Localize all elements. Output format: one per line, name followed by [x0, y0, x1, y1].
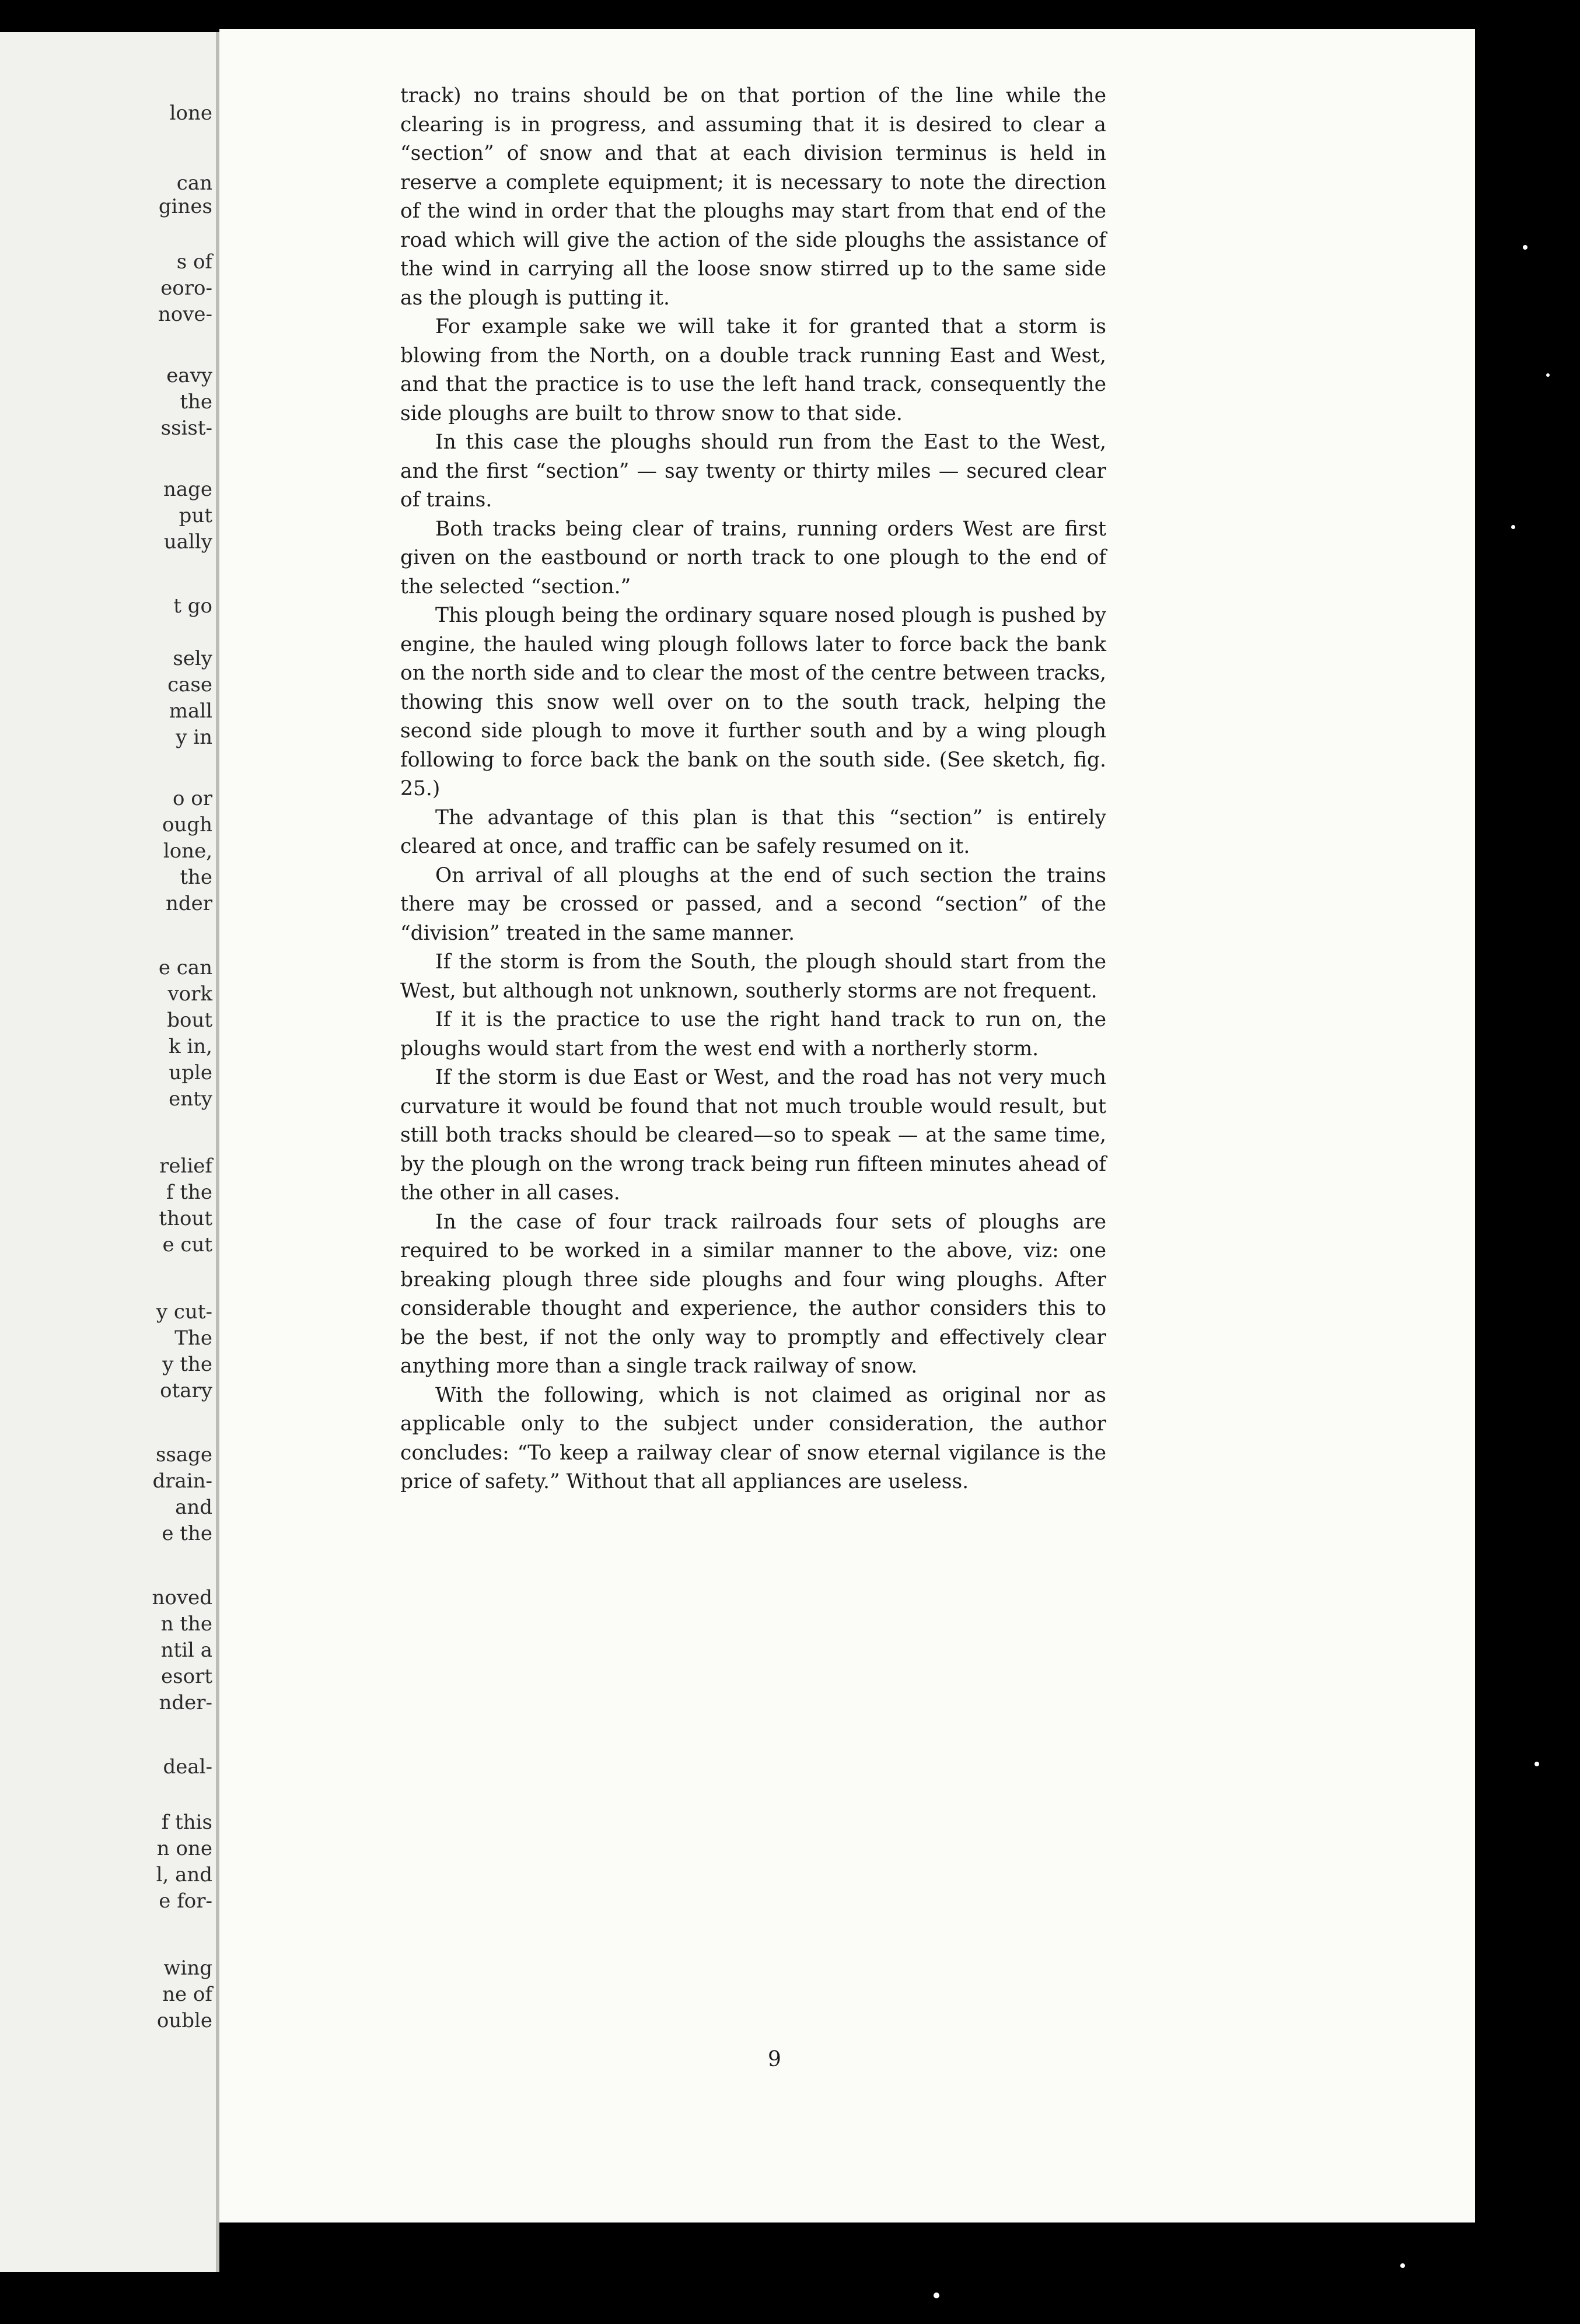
- left-page-fragment: f the: [166, 1181, 212, 1204]
- paragraph-3: In this case the ploughs should run from the East to the West, and the first “section” — say twenty or thirty miles — secured clear of trains.: [400, 430, 1106, 512]
- paragraph-7: On arrival of all ploughs at the end of such section the trains there may be crossed or passed, and a second “section” of the “division” treated in the same manner.: [400, 863, 1106, 945]
- left-page-fragment: nder: [165, 892, 212, 915]
- left-page-fragment: the: [180, 390, 212, 414]
- left-page-fragment: e can: [158, 956, 212, 979]
- body-text: [400, 82, 1106, 1497]
- left-page-fragment: n the: [160, 1612, 212, 1636]
- left-facing-page: [0, 32, 216, 2272]
- paragraph-2: For example sake we will take it for granted that a storm is blowing from the North, on a double track running East and West, and that the practice is to use the left hand track, consequently the side ploughs are built to throw snow to that side.: [400, 315, 1106, 425]
- left-page-fragment: eavy: [166, 364, 212, 387]
- paragraph-4: Both tracks being clear of trains, running orders West are first given on the eastbound or north track to one plough to the end of the selected “section.”: [400, 517, 1106, 598]
- left-page-fragment: t go: [173, 594, 212, 618]
- left-page-fragment: ntil a: [160, 1639, 212, 1662]
- left-page-fragment: sely: [173, 647, 212, 670]
- paragraph-8: If the storm is from the South, the plough should start from the West, but although not unknown, southerly storms are not frequent.: [400, 950, 1106, 1003]
- scan-speck: [1511, 525, 1515, 529]
- right-page: [219, 29, 1475, 2222]
- left-page-fragment: e cut: [162, 1233, 212, 1256]
- left-page-fragment: y the: [162, 1353, 212, 1376]
- left-page-fragment: ne of: [162, 1983, 212, 2006]
- left-page-fragment: esort: [161, 1665, 212, 1688]
- left-page-fragment: s of: [176, 250, 212, 274]
- left-page-fragment: enty: [169, 1087, 212, 1111]
- left-page-fragment: f this: [161, 1811, 212, 1834]
- scan-speck: [1534, 1762, 1539, 1766]
- left-page-fragment: o or: [173, 787, 212, 810]
- page-number: 9: [768, 2048, 781, 2071]
- left-page-fragment: l, and: [156, 1863, 212, 1887]
- left-page-fragment: eoro-: [160, 276, 212, 300]
- paragraph-11: In the case of four track railroads four sets of ploughs are required to be worked in a similar manner to the above, viz: one breaking plough three side ploughs and four wing ploughs. After considerable thought and experience, the author considers this to be the best, if not the only way to promptly and effectively clear anything more than a single track railway of snow.: [400, 1210, 1106, 1378]
- left-page-fragment: bout: [167, 1009, 212, 1032]
- left-page-fragment: can: [176, 172, 212, 195]
- paragraph-9: If it is the practice to use the right hand track to run on, the ploughs would start from the west end with a northerly storm.: [400, 1008, 1106, 1060]
- left-page-fragment: noved: [152, 1586, 212, 1609]
- left-page-fragment: ually: [163, 530, 212, 554]
- paragraph-6: The advantage of this plan is that this “section” is entirely cleared at once, and traffic can be safely resumed on it.: [400, 806, 1106, 858]
- left-page-fragment: n one: [156, 1837, 212, 1860]
- left-page-fragment: nove-: [158, 303, 212, 326]
- left-page-fragment: mall: [169, 699, 212, 723]
- left-page-fragment: y in: [176, 726, 212, 749]
- left-page-fragment: k in,: [169, 1035, 212, 1058]
- left-page-fragment: ssist-: [160, 416, 212, 440]
- scan-speck: [1400, 2263, 1405, 2268]
- scan-speck: [1546, 373, 1550, 377]
- left-page-fragment: deal-: [163, 1755, 212, 1779]
- left-page-fragment: gines: [158, 195, 212, 218]
- left-page-fragment: uple: [169, 1061, 212, 1084]
- paragraph-10: If the storm is due East or West, and the road has not very much curvature it would be found that not much trouble would result, but still both tracks should be cleared—so to speak — at the same time, by the plough on the wrong track being run fifteen minutes ahead of the other in all cases.: [400, 1066, 1106, 1205]
- left-page-fragment: put: [179, 504, 212, 527]
- left-page-fragment: vork: [167, 982, 212, 1006]
- left-page-fragment: thout: [159, 1207, 212, 1230]
- left-page-fragment: ouble: [156, 2009, 212, 2032]
- left-page-fragment: otary: [160, 1379, 212, 1402]
- left-page-fragment: e the: [162, 1522, 212, 1545]
- left-page-fragment: drain-: [152, 1469, 212, 1493]
- left-page-fragment: e for-: [159, 1889, 212, 1913]
- left-page-fragment: lone: [169, 102, 212, 125]
- left-page-fragment: nage: [163, 478, 212, 501]
- scan-speck: [1523, 245, 1527, 250]
- paragraph-5: This plough being the ordinary square nosed plough is pushed by engine, the hauled wing plough follows later to force back the bank on the north side and to clear the most of the centre between tracks, thowing this snow well over on to the south track, helping the second side plough to move it further south and by a wing plough following to force back the bank on the south side. (See sketch, fig. 25.): [400, 604, 1106, 800]
- paragraph-12: With the following, which is not claimed as original nor as applicable only to the subject under consideration, the author concludes: “To keep a railway clear of snow eternal vigilance is the price of safety.” Without that all appliances are useless.: [400, 1383, 1106, 1493]
- left-page-fragment: relief: [159, 1154, 212, 1178]
- left-page-fragment: nder-: [159, 1691, 212, 1714]
- scan-speck: [934, 2292, 939, 2298]
- left-page-fragment: lone,: [163, 839, 212, 863]
- left-page-fragment: ssage: [155, 1443, 212, 1466]
- left-page-fragment: wing: [163, 1957, 212, 1980]
- left-page-fragment: ough: [162, 813, 212, 836]
- left-page-fragment: and: [175, 1496, 212, 1519]
- left-page-fragment: The: [174, 1326, 212, 1350]
- paragraph-1: track) no trains should be on that portion of the line while the clearing is in progress, and assuming that it is desired to clear a “section” of snow and that at each division terminus is held in reserve a complete equipment; it is necessary to note the direction of the wind in order that the ploughs may start from that end of the road which will give the action of the side ploughs the assistance of the wind in carrying all the loose snow stirred up to the same side as the plough is putting it.: [400, 84, 1106, 310]
- left-page-fragment: y cut-: [156, 1300, 212, 1324]
- left-page-fragment: case: [167, 673, 212, 696]
- left-page-fragment: the: [180, 866, 212, 889]
